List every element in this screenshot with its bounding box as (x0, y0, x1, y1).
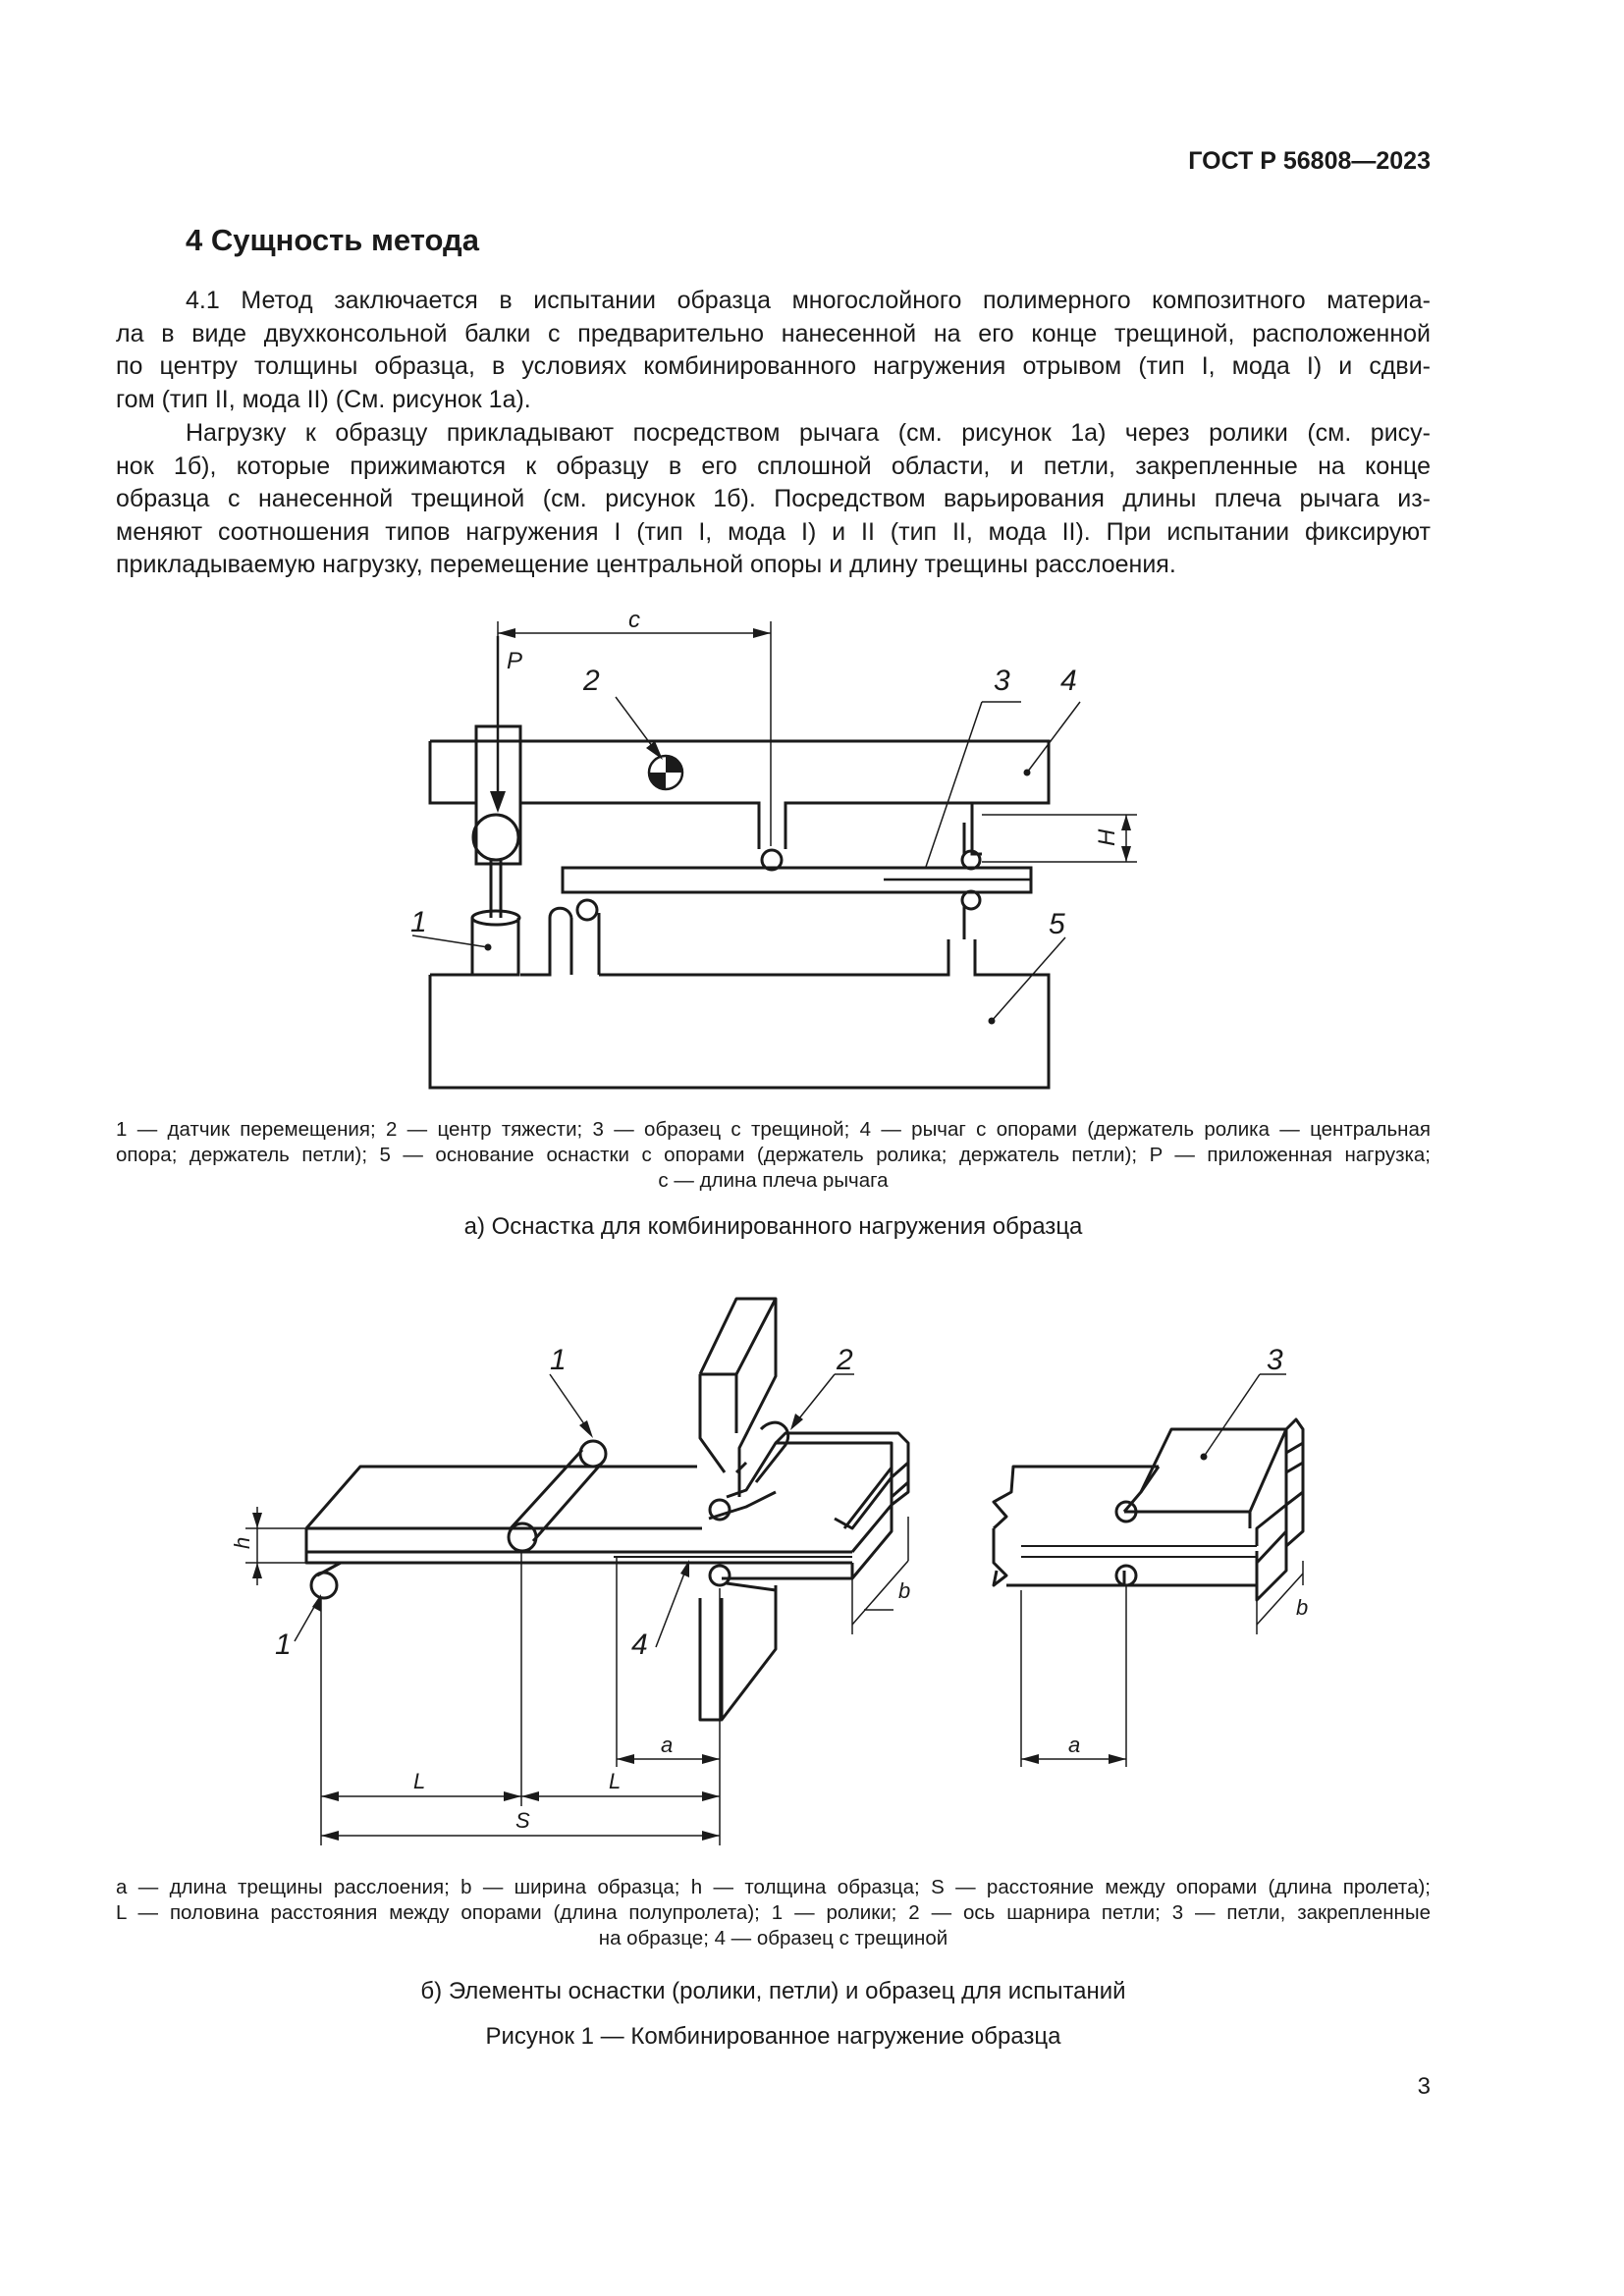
paragraph-line: Нагрузку к образцу прикладывают посредством рычага (см. рисунок 1а) через ролики (см. рису- (186, 419, 1431, 447)
label-3: 3 (994, 665, 1010, 697)
label-1-bottom: 1 (275, 1629, 292, 1661)
paragraph-line: образца с нанесенной трещиной (см. рисунок 1б). Посредством варьирования длины плеча рычага из- (116, 485, 1431, 512)
label-2: 2 (583, 665, 600, 697)
label-4: 4 (631, 1629, 648, 1661)
figure-1b-caption: б) Элементы оснастки (ролики, петли) и образец для испытаний (420, 1978, 1126, 2004)
label-L-left: L (413, 1769, 426, 1793)
legend-line: c — длина плеча рычага (658, 1169, 889, 1192)
label-a-right: a (1068, 1733, 1081, 1757)
label-1-top: 1 (550, 1344, 567, 1376)
label-3: 3 (1267, 1344, 1283, 1376)
label-b-left: b (898, 1578, 911, 1603)
label-c: c (628, 607, 640, 633)
section-title: 4 Сущность метода (186, 223, 479, 257)
label-1: 1 (410, 906, 427, 938)
legend-line: опора; держатель петли); 5 — основание оснастки с опорами (держатель ролика; держатель петли); P — приложенная нагрузка; (116, 1144, 1431, 1166)
legend-line: a — длина трещины расслоения; b — ширина образца; h — толщина образца; S — расстояние между опорами (длина пролета); (116, 1876, 1431, 1898)
page-number: 3 (1417, 2073, 1431, 2100)
figure-1b-legend (116, 1875, 1431, 1951)
label-L-right: L (609, 1769, 622, 1793)
label-h: h (230, 1536, 254, 1549)
paragraph-line: прикладываемую нагрузку, перемещение центральной опоры и длину трещины расслоения. (116, 551, 1176, 578)
label-5: 5 (1049, 908, 1065, 940)
legend-line: 1 — датчик перемещения; 2 — центр тяжести; 3 — образец с трещиной; 4 — рычаг с опорами (держатель ролика — центральная (116, 1118, 1431, 1141)
label-b-right: b (1296, 1595, 1309, 1620)
label-S: S (515, 1808, 530, 1833)
paragraph-line: гом (тип II, мода II) (См. рисунок 1а). (116, 385, 531, 413)
standard-number: ГОСТ Р 56808—2023 (1188, 147, 1431, 175)
figure-1a-caption: а) Оснастка для комбинированного нагружения образца (463, 1213, 1083, 1240)
paragraph-line: нок 1б), которые прижимаются к образцу в его сплошной области, и петли, закрепленные на конце (116, 452, 1431, 480)
label-P: P (507, 648, 523, 674)
paragraph-line: ла в виде двухконсольной балки с предварительно нанесенной на его конце трещиной, расположенной (116, 319, 1431, 347)
paragraph-line: меняют соотношения типов нагружения I (тип I, мода I) и II (тип II, мода II). При испытании фиксируют (116, 517, 1431, 546)
paragraph-line: по центру толщины образца, в условиях комбинированного нагружения отрывом (тип I, мода I) и сдви- (116, 352, 1431, 380)
label-a-left: a (661, 1733, 674, 1757)
label-2: 2 (837, 1344, 853, 1376)
paragraph-line: 4.1 Метод заключается в испытании образца многослойного полимерного композитного материа- (186, 287, 1431, 314)
label-4: 4 (1060, 665, 1077, 697)
figure-title: Рисунок 1 — Комбинированное нагружение образца (485, 2023, 1061, 2050)
label-H: H (1094, 828, 1120, 846)
legend-line: L — половина расстояния между опорами (длина полупролета); 1 — ролики; 2 — ось шарнира петли; 3 — петли, закрепленные (116, 1901, 1431, 1924)
legend-line: на образце; 4 — образец с трещиной (598, 1927, 948, 1949)
